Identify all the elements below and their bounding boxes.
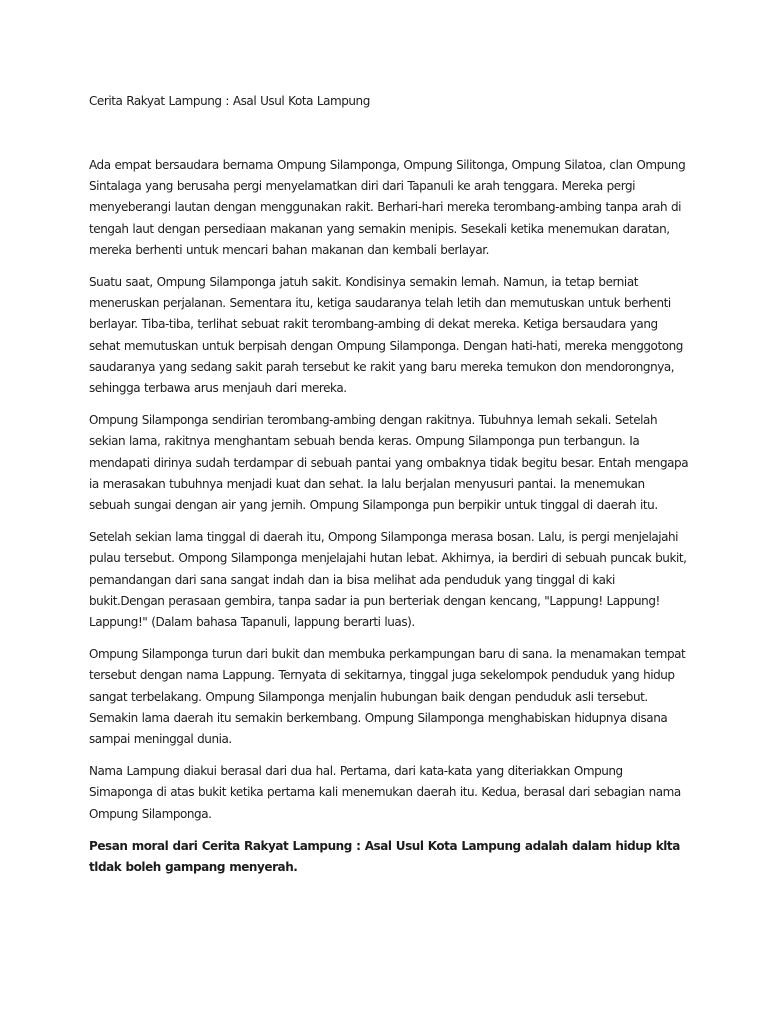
document-title: Cerita Rakyat Lampung : Asal Usul Kota Lampung	[89, 94, 370, 108]
paragraph-silamponga-sick: Suatu saat, Ompung Silamponga jatuh sakit. Kondisinya semakin lemah. Namun, ia tetap berniat meneruskan perjalanan. Sementara itu, ketiga saudaranya telah letih dan memutuskan untuk berhenti berlayar. Tiba-tiba, terlihat sebuat rakit terombang-ambing di dekat mereka. Ketiga bersaudara yang sehat memutuskan untuk berpisah dengan Ompung Silamponga. Dengan hati-hati, mereka menggotong saudaranya yang sedang sakit parah tersebut ke rakit yang baru mereka temukon don mendorongnya, sehingga terbawa arus menjauh dari mereka.	[89, 275, 683, 396]
paragraph-four-siblings: Ada empat bersaudara bernama Ompung Silamponga, Ompung Silitonga, Ompung Silatoa, clan Ompung Sintalaga yang berusaha pergi menyelamatkan diri dari Tapanuli ke arah tenggara. Mereka pergi menyeberangi lautan dengan menggunakan rakit. Berhari-hari mereka terombang-ambing tanpa arah di tengah laut dengan persediaan makanan yang semakin menipis. Sesekali ketika menemukan daratan, mereka berhenti untuk mencari bahan makanan dan kembali berlayar.	[89, 158, 686, 257]
paragraph-settlement: Ompung Silamponga turun dari bukit dan membuka perkampungan baru di sana. Ia menamakan tempat tersebut dengan nama Lappung. Ternyata di sekitarnya, tinggal juga sekelompok penduduk yang hidup sangat terbelakang. Ompung Silamponga menjalin hubungan baik dengan penduduk asli tersebut. Semakin lama daerah itu semakin berkembang. Ompung Silamponga menghabiskan hidupnya disana sampai meninggal dunia.	[89, 647, 686, 747]
document-body	[89, 91, 689, 889]
moral-message: Pesan moral dari Cerita Rakyat Lampung : Asal Usul Kota Lampung adalah dalam hidup klta tldak boleh gampang menyerah.	[89, 838, 680, 875]
paragraph-hilltop-lappung: Setelah sekian lama tinggal di daerah itu, Ompong Silamponga merasa bosan. Lalu, is pergi menjelajahi pulau tersebut. Ompong Silamponga menjelajahi hutan lebat. Akhirnya, ia berdiri di sebuah puncak bukit, pemandangan dari sana sangat indah dan ia bisa melihat ada penduduk yang tinggal di kaki bukit.Dengan perasaan gembira, tanpa sadar ia pun berteriak dengan kencang, "Lappung! Lappung! Lappung!" (Dalam bahasa Tapanuli, lappung berarti luas).	[89, 530, 687, 630]
paragraph-stranded-on-beach: Ompung Silamponga sendirian terombang-ambing dengan rakitnya. Tubuhnya lemah sekali. Setelah sekian lama, rakitnya menghantam sebuah benda keras. Ompung Silamponga pun terbangun. Ia mendapati dirinya sudah terdampar di sebuah pantai yang ombaknya tidak begitu besar. Entah mengapa ia merasakan tubuhnya menjadi kuat dan sehat. Ia lalu berjalan menyusuri pantai. Ia menemukan sebuah sungai dengan air yang jernih. Ompung Silamponga pun berpikir untuk tinggal di daerah itu.	[89, 413, 689, 513]
paragraph-name-origin: Nama Lampung diakui berasal dari dua hal. Pertama, dari kata-kata yang diteriakkan Ompung Simaponga di atas bukit ketika pertama kali menemukan daerah itu. Kedua, berasal dari sebagian nama Ompung Silamponga.	[89, 764, 681, 821]
